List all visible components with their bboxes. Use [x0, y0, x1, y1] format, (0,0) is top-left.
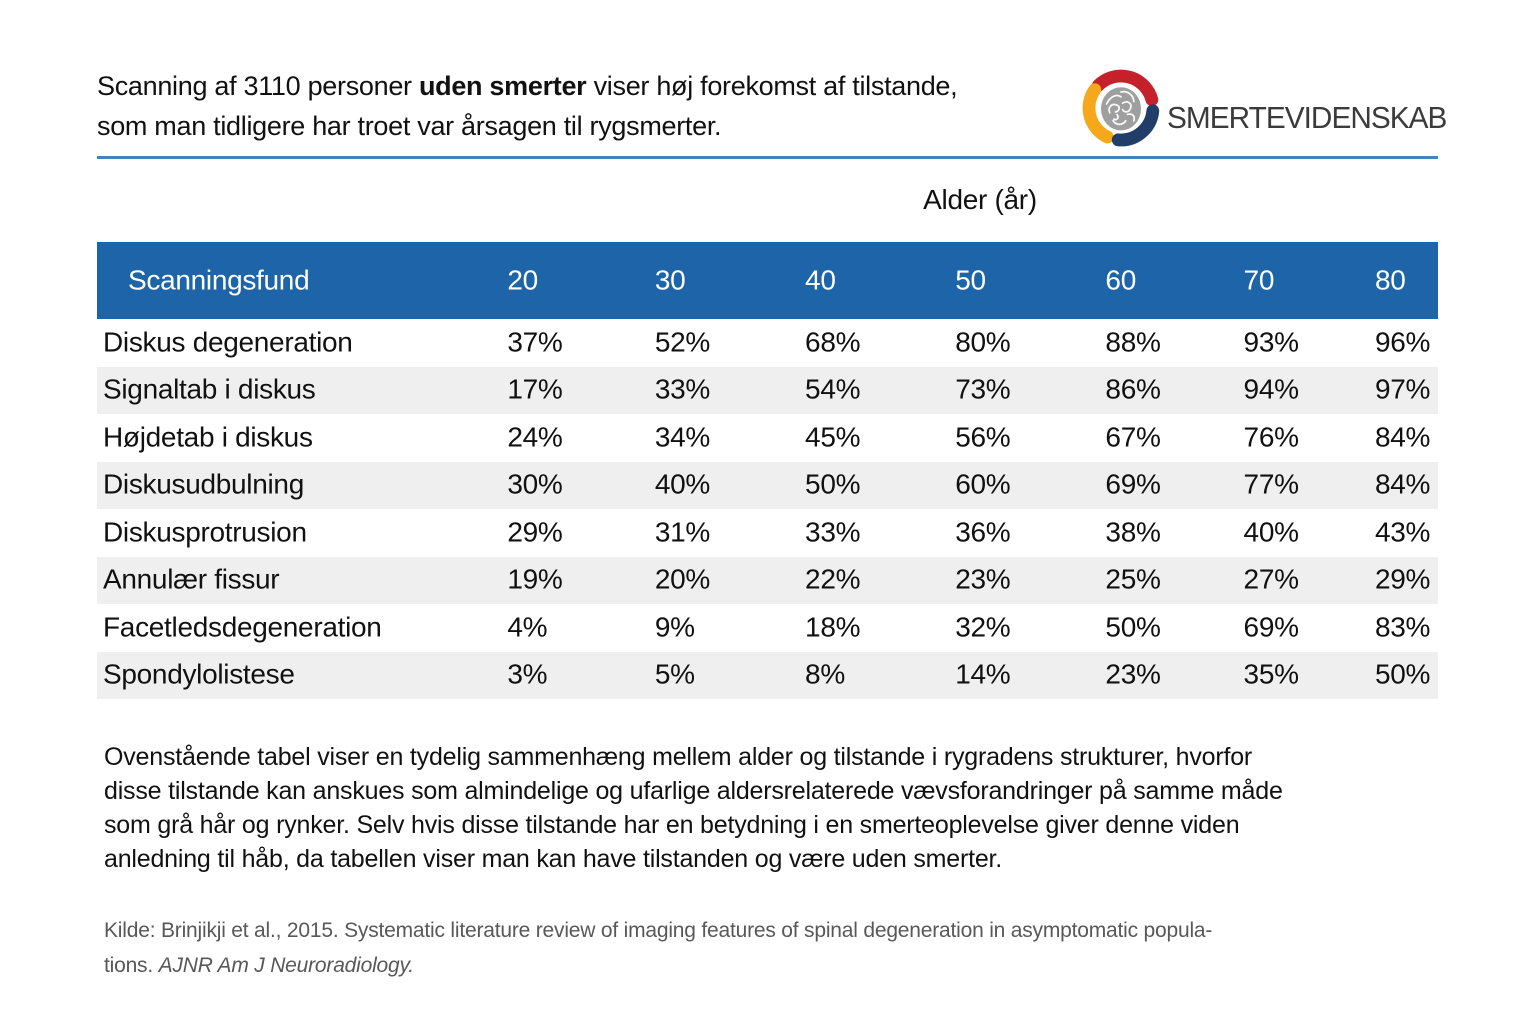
- cell-value: 84%: [1374, 421, 1431, 453]
- cell-value: 73%: [955, 373, 1011, 405]
- cell-value: 67%: [1105, 421, 1161, 453]
- title-text-after: viser høj forekomst af tilstande,: [586, 71, 958, 101]
- row-label: Diskusprotrusion: [103, 516, 307, 548]
- cell-value: 40%: [654, 468, 710, 500]
- cell-value: 27%: [1243, 563, 1299, 595]
- table-row: [97, 557, 1438, 605]
- paragraph-line: Ovenstående tabel viser en tydelig sammenhæng mellem alder og tilstande i rygradens strukturer, hvorfor: [104, 743, 1253, 771]
- cell-value: 17%: [507, 373, 563, 405]
- smertevidenskab-logo: [1081, 68, 1447, 152]
- age-axis-label: Alder (år): [923, 184, 1037, 215]
- cell-value: 29%: [507, 516, 563, 548]
- body-paragraph: [104, 740, 1514, 876]
- cell-value: 56%: [955, 421, 1011, 453]
- corner-header-label: Scanningsfund: [128, 263, 310, 295]
- cell-value: 50%: [1374, 658, 1431, 690]
- column-header-30: 30: [654, 263, 686, 295]
- cell-value: 14%: [955, 658, 1011, 690]
- table-row: [97, 652, 1438, 700]
- cell-value: 8%: [805, 658, 845, 690]
- cell-value: 88%: [1105, 326, 1161, 358]
- row-label: Spondylolistese: [103, 658, 295, 690]
- brain-hands-icon: [1081, 68, 1161, 148]
- cell-value: 97%: [1374, 373, 1431, 405]
- cell-value: 38%: [1105, 516, 1161, 548]
- cell-value: 37%: [507, 326, 563, 358]
- cell-value: 19%: [507, 563, 563, 595]
- cell-value: 5%: [654, 658, 695, 690]
- cell-value: 25%: [1105, 563, 1161, 595]
- cell-value: 30%: [507, 468, 563, 500]
- row-label: Signaltab i diskus: [103, 373, 316, 405]
- table-row: [97, 509, 1438, 557]
- header-divider: [97, 156, 1438, 159]
- cell-value: 94%: [1243, 373, 1299, 405]
- page-title: [97, 66, 957, 146]
- cell-value: 80%: [955, 326, 1011, 358]
- row-label: Diskus degeneration: [103, 326, 353, 358]
- column-header-50: 50: [955, 263, 986, 295]
- title-line2: som man tidligere har troet var årsagen til rygsmerter.: [97, 111, 722, 141]
- row-label: Diskusudbulning: [103, 468, 304, 500]
- brand-name: SMERTEVIDENSKAB: [1167, 100, 1447, 135]
- cell-value: 50%: [1105, 611, 1161, 643]
- cell-value: 93%: [1243, 326, 1299, 358]
- paragraph-line: som grå hår og rynker. Selv hvis disse tilstande har en betydning i en smerteoplevelse giver denne viden: [104, 811, 1240, 839]
- paragraph-line: anledning til håb, da tabellen viser man kan have tilstanden og være uden smerter.: [104, 845, 1003, 873]
- citation-line2: tions.: [104, 954, 159, 977]
- cell-value: 36%: [955, 516, 1011, 548]
- cell-value: 34%: [654, 421, 710, 453]
- column-header-60: 60: [1105, 263, 1136, 295]
- cell-value: 84%: [1374, 468, 1431, 500]
- column-header-80: 80: [1374, 263, 1406, 295]
- cell-value: 50%: [805, 468, 861, 500]
- cell-value: 69%: [1243, 611, 1299, 643]
- cell-value: 43%: [1374, 516, 1431, 548]
- row-label: Annulær fissur: [103, 563, 280, 595]
- cell-value: 69%: [1105, 468, 1161, 500]
- cell-value: 60%: [955, 468, 1011, 500]
- table-row: [97, 367, 1438, 415]
- column-header-20: 20: [507, 263, 538, 295]
- citation-journal: AJNR Am J Neuroradiology.: [158, 954, 414, 977]
- cell-value: 32%: [955, 611, 1011, 643]
- cell-value: 68%: [805, 326, 861, 358]
- source-citation: [104, 913, 1514, 983]
- title-text: Scanning af 3110 personer: [97, 71, 419, 101]
- table-row: [97, 462, 1438, 510]
- cell-value: 83%: [1374, 611, 1431, 643]
- column-header-40: 40: [805, 263, 836, 295]
- cell-value: 33%: [654, 373, 710, 405]
- cell-value: 22%: [805, 563, 861, 595]
- table-body: [97, 319, 1438, 699]
- row-label: Facetledsdegeneration: [103, 611, 382, 643]
- paragraph-line: disse tilstande kan anskues som almindelige og ufarlige aldersrelaterede vævsforandringer på samme måde: [104, 777, 1283, 805]
- cell-value: 24%: [507, 421, 563, 453]
- title-bold-text: uden smerter: [418, 71, 587, 101]
- cell-value: 45%: [805, 421, 861, 453]
- cell-value: 4%: [507, 611, 548, 643]
- cell-value: 29%: [1374, 563, 1431, 595]
- row-label: Højdetab i diskus: [103, 421, 313, 453]
- citation-line1: Kilde: Brinjikji et al., 2015. Systematic literature review of imaging features of spinal degeneration in asymptomatic popula-: [104, 919, 1213, 942]
- column-header-70: 70: [1243, 263, 1275, 295]
- cell-value: 33%: [805, 516, 861, 548]
- cell-value: 52%: [654, 326, 710, 358]
- cell-value: 54%: [805, 373, 861, 405]
- cell-value: 76%: [1243, 421, 1299, 453]
- cell-value: 20%: [654, 563, 710, 595]
- cell-value: 77%: [1243, 468, 1299, 500]
- table-row: [97, 604, 1438, 652]
- cell-value: 31%: [654, 516, 710, 548]
- cell-value: 23%: [1105, 658, 1161, 690]
- cell-value: 23%: [955, 563, 1011, 595]
- cell-value: 40%: [1243, 516, 1299, 548]
- cell-value: 96%: [1374, 326, 1431, 358]
- findings-table: [97, 242, 1438, 699]
- cell-value: 86%: [1105, 373, 1161, 405]
- cell-value: 9%: [654, 611, 695, 643]
- cell-value: 35%: [1243, 658, 1299, 690]
- table-header-row: [97, 242, 1438, 319]
- table-row: [97, 414, 1438, 462]
- cell-value: 18%: [805, 611, 861, 643]
- cell-value: 3%: [507, 658, 548, 690]
- table-row: [97, 319, 1438, 367]
